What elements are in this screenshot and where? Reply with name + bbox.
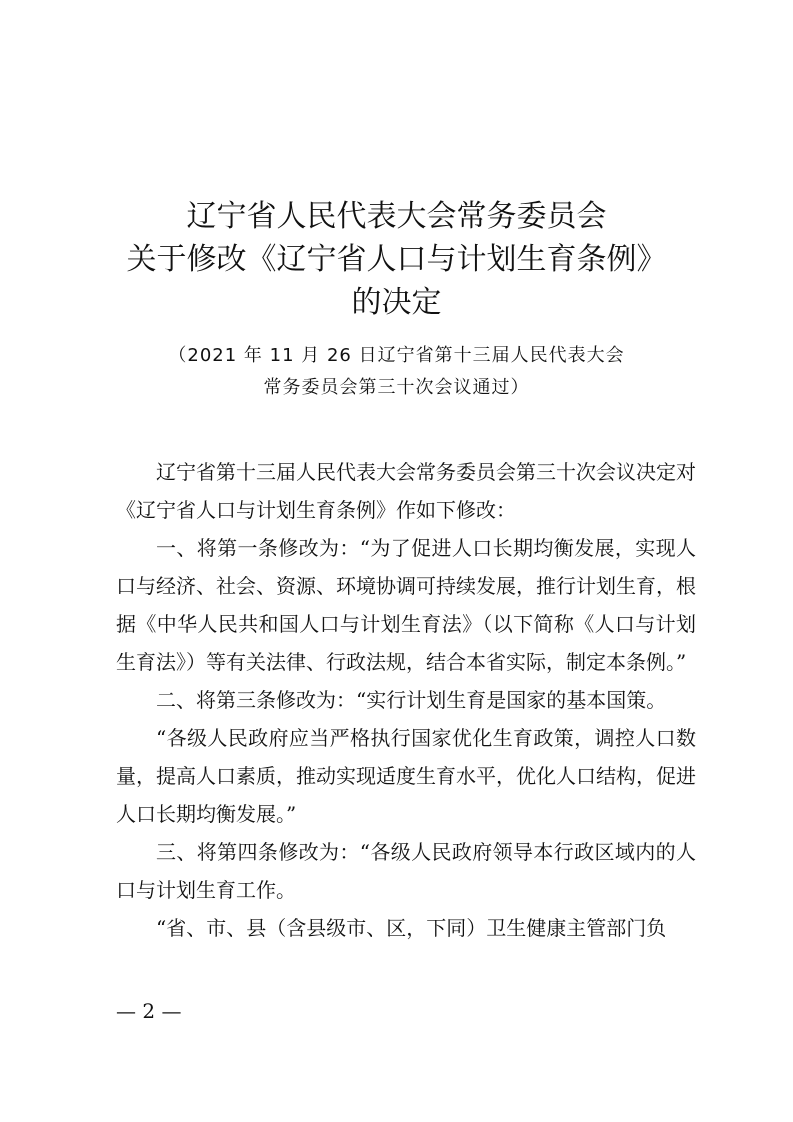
paragraph-amendment-3: 三、将第四条修改为：“各级人民政府领导本行政区域内的人口与计划生育工作。 (116, 840, 696, 902)
document-subtitle (0, 340, 793, 404)
document-body (116, 453, 696, 947)
page-number: — 2 — (116, 999, 182, 1023)
subtitle-line-1: （2021 年 11 月 26 日辽宁省第十三届人民代表大会 (168, 345, 625, 366)
title-line-2: 关于修改《辽宁省人口与计划生育条例》 (126, 242, 667, 277)
paragraph-amendment-2: 二、将第三条修改为：“实行计划生育是国家的基本国策。 (156, 688, 667, 712)
paragraph-amendment-2-continued: “各级人民政府应当严格执行国家优化生育政策，调控人口数量，提高人口素质，推动实现适度生育水平，优化人口结构，促进人口长期均衡发展。” (116, 726, 696, 826)
paragraph-amendment-1: 一、将第一条修改为：“为了促进人口长期均衡发展，实现人口与经济、社会、资源、环境协调可持续发展，推行计划生育，根据《中华人民共和国人口与计划生育法》（以下简称《人口与计划生育法》）等有关法律、行政法规，结合本省实际，制定本条例。” (116, 536, 696, 674)
title-line-1: 辽宁省人民代表大会常务委员会 (186, 199, 607, 234)
document-title (0, 195, 793, 324)
subtitle-line-2: 常务委员会第三十次会议通过） (263, 377, 530, 398)
title-line-3: 的决定 (351, 285, 442, 320)
paragraph-amendment-3-continued: “省、市、县（含县级市、区，下同）卫生健康主管部门负 (156, 916, 667, 940)
paragraph-intro: 辽宁省第十三届人民代表大会常务委员会第三十次会议决定对《辽宁省人口与计划生育条例》作如下修改： (116, 460, 696, 522)
